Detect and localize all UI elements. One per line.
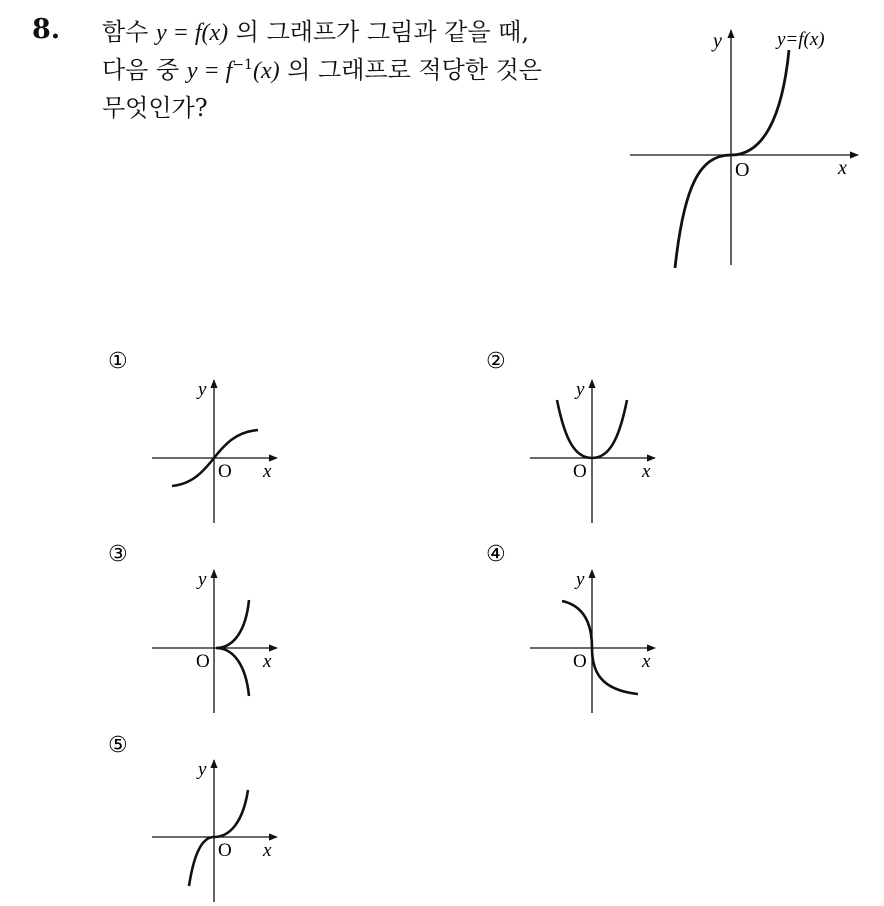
option-2-marker: ②: [486, 349, 506, 374]
main-curve-label: y=f(x): [777, 29, 825, 50]
main-origin-label: O: [735, 159, 750, 181]
question-line-3: 무엇인가?: [102, 94, 208, 122]
question-line-1-math: y = f(x): [156, 20, 229, 46]
question-line-2-math-a: y = f: [186, 58, 233, 84]
option-4[interactable]: [486, 542, 655, 713]
option-2-x-label: x: [642, 461, 651, 482]
question-number: 8.: [32, 14, 61, 45]
option-3-origin-label: O: [196, 651, 210, 672]
main-curve: [675, 50, 789, 268]
option-3-y-label: y: [198, 569, 207, 590]
option-4-origin-label: O: [573, 651, 587, 672]
option-1-marker: ①: [108, 349, 128, 374]
option-3-x-label: x: [263, 651, 272, 672]
question-line-1-pre: 함수: [102, 18, 156, 46]
option-2-y-label: y: [576, 379, 585, 400]
main-graph: [630, 29, 858, 268]
option-2-origin-label: O: [573, 461, 587, 482]
option-2[interactable]: [486, 349, 655, 523]
question-line-1-post: 의 그래프가 그림과 같을 때,: [228, 18, 529, 46]
option-4-y-label: y: [576, 569, 585, 590]
option-1-x-label: x: [263, 461, 272, 482]
option-5-curve: [189, 790, 248, 886]
option-1-y-label: y: [198, 379, 207, 400]
option-1[interactable]: [108, 349, 277, 523]
option-4-marker: ④: [486, 542, 506, 567]
option-5-origin-label: O: [218, 840, 232, 861]
main-y-label: y: [713, 30, 722, 52]
main-x-label: x: [838, 157, 847, 179]
inverse-superscript: −1: [232, 57, 253, 73]
question-line-2-post: 의 그래프로 적당한 것은: [279, 56, 542, 84]
option-3-marker: ③: [108, 542, 128, 567]
option-5-y-label: y: [198, 759, 207, 780]
question-line-2-math-b: (x): [252, 58, 280, 84]
option-5-x-label: x: [263, 840, 272, 861]
option-4-x-label: x: [642, 651, 651, 672]
question-line-2-pre: 다음 중: [102, 56, 187, 84]
option-1-origin-label: O: [218, 461, 232, 482]
option-5[interactable]: [108, 733, 277, 902]
option-3[interactable]: [108, 542, 277, 713]
option-5-marker: ⑤: [108, 733, 128, 758]
